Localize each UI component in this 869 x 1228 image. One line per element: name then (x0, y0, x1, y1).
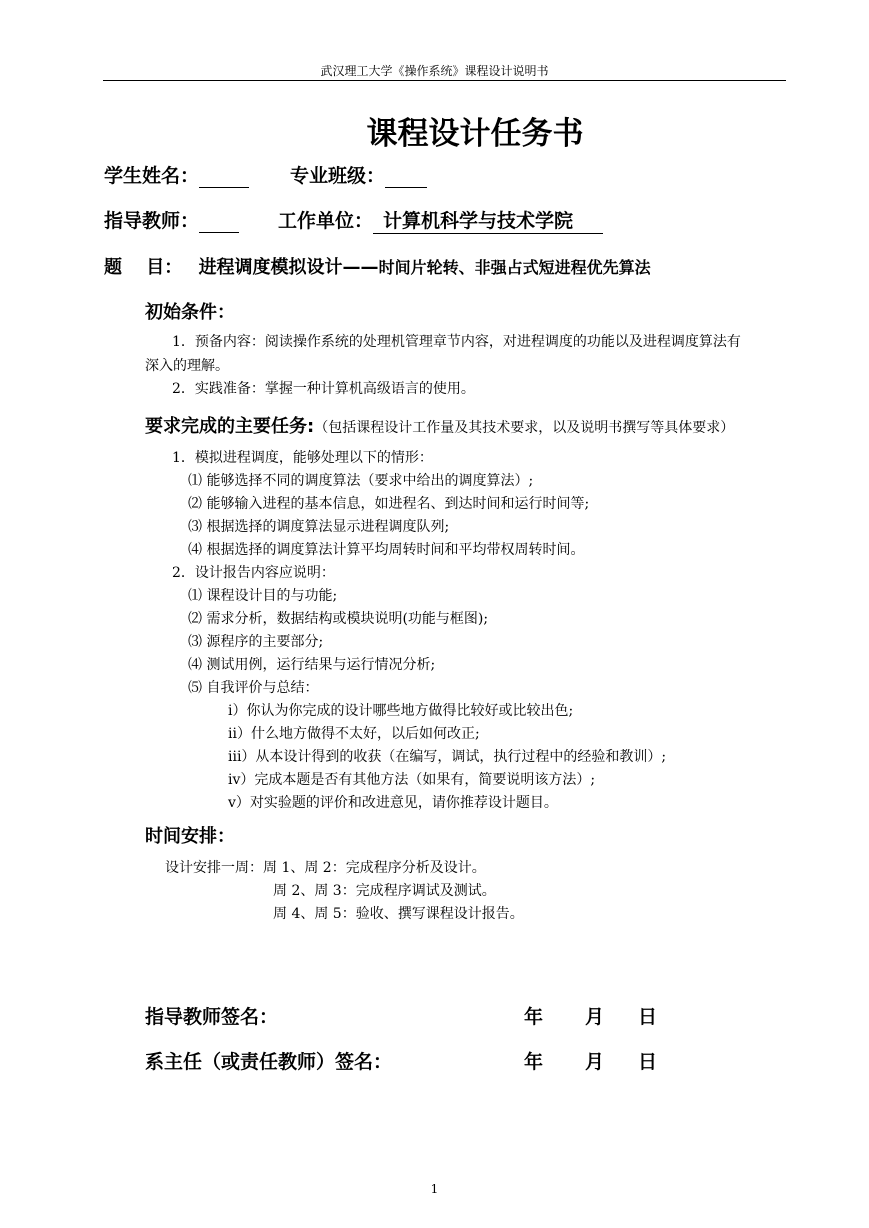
dept-sign-month: 月 (585, 1051, 605, 1073)
advisor-signature-label: 指导教师签名： (145, 1006, 279, 1028)
student-name-label: 学生姓名： (104, 165, 200, 187)
advisor-sign-month: 月 (585, 1006, 605, 1028)
dept-signature-label: 系主任（或责任教师）签名： (145, 1051, 393, 1073)
tasks-item2-sub: ⑷ 测试用例，运行结果与运行情况分析; (188, 657, 436, 673)
tasks-item2: 2．设计报告内容应说明： (172, 565, 335, 581)
advisor-label: 指导教师： (104, 210, 200, 232)
dept-sign-day: 日 (638, 1051, 658, 1073)
tasks-item1-sub: ⑷ 根据选择的调度算法计算平均周转时间和平均带权周转时间。 (188, 542, 585, 558)
reflection-item: i）你认为你完成的设计哪些地方做得比较好或比较出色; (228, 703, 574, 719)
reflection-item: v）对实验题的评价和改进意见，请你推荐设计题目。 (228, 795, 558, 811)
header-rule (103, 80, 786, 81)
tasks-item2-sub: ⑶ 源程序的主要部分; (188, 634, 324, 650)
tasks-heading-row (145, 412, 734, 438)
reflection-item: ii）什么地方做得不太好，以后如何改正; (228, 726, 480, 742)
advisor-blank (199, 212, 239, 233)
dept-sign-year: 年 (524, 1051, 544, 1073)
initial-item2: 2．实践准备：掌握一种计算机高级语言的使用。 (172, 381, 475, 397)
topic-row (104, 253, 651, 279)
tasks-heading: 要求完成的主要任务: (145, 416, 315, 437)
initial-item1-line1: 1．预备内容：阅读操作系统的处理机管理章节内容，对进程调度的功能以及进程调度算法有 (172, 334, 741, 350)
tasks-item2-sub: ⑸ 自我评价与总结： (188, 680, 319, 696)
advisor-sign-day: 日 (638, 1006, 658, 1028)
advisor-row (104, 206, 239, 233)
advisor-sign-year: 年 (524, 1006, 544, 1028)
student-name-row (104, 161, 249, 188)
topic-value-sub: 时间片轮转、非强占式短进程优先算法 (378, 258, 651, 277)
tasks-item2-sub: ⑵ 需求分析，数据结构或模块说明(功能与框图); (188, 611, 489, 627)
initial-item1-line2: 深入的理解。 (145, 358, 229, 374)
student-name-blank (199, 167, 249, 188)
topic-value-main: 进程调度模拟设计—— (198, 257, 379, 278)
tasks-item1: 1．模拟进程调度，能够处理以下的情形： (172, 450, 433, 466)
unit-label: 工作单位： (278, 210, 374, 232)
unit-value: 计算机科学与技术学院 (373, 206, 603, 234)
tasks-item1-sub: ⑴ 能够选择不同的调度算法（要求中给出的调度算法）; (188, 473, 534, 489)
page-number: 1 (430, 1182, 439, 1196)
topic-label: 题 目： (104, 257, 183, 278)
student-class-row (290, 161, 427, 188)
initial-heading: 初始条件： (145, 302, 235, 323)
student-class-blank (385, 167, 427, 188)
unit-row (278, 206, 603, 234)
schedule-heading: 时间安排： (145, 826, 235, 847)
document-title: 课程设计任务书 (366, 116, 584, 152)
student-class-label: 专业班级： (290, 165, 386, 187)
reflection-item: iv）完成本题是否有其他方法（如果有，简要说明该方法）; (228, 772, 596, 788)
tasks-item1-sub: ⑶ 根据选择的调度算法显示进程调度队列; (188, 519, 450, 535)
tasks-item2-sub: ⑴ 课程设计目的与功能; (188, 588, 338, 604)
schedule-line1: 设计安排一周：周 1、周 2：完成程序分析及设计。 (165, 860, 486, 876)
reflection-item: iii）从本设计得到的收获（在编写，调试，执行过程中的经验和教训）; (228, 749, 667, 765)
tasks-note: （包括课程设计工作量及其技术要求，以及说明书撰写等具体要求） (314, 420, 735, 436)
tasks-item1-sub: ⑵ 能够输入进程的基本信息，如进程名、到达时间和运行时间等; (188, 496, 590, 512)
schedule-line2: 周 2、周 3：完成程序调试及测试。 (273, 883, 496, 899)
schedule-line3: 周 4、周 5：验收、撰写课程设计报告。 (273, 906, 524, 922)
running-header: 武汉理工大学《操作系统》课程设计说明书 (320, 64, 549, 78)
